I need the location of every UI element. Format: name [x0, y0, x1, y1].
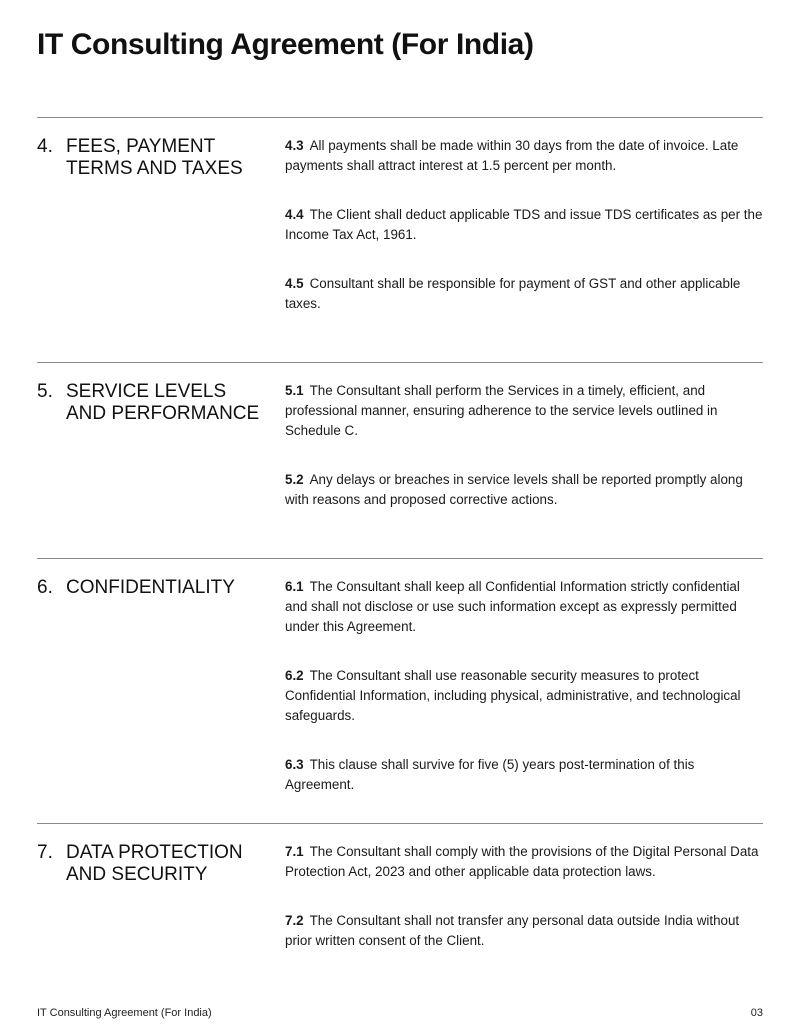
footer-document-name: IT Consulting Agreement (For India)	[37, 1007, 212, 1019]
clause-text: The Client shall deduct applicable TDS and issue TDS certificates as per the Income Tax Act, 1961.	[285, 207, 763, 242]
section-title: FEES, PAYMENT TERMS AND TAXES	[66, 136, 243, 179]
clause-number: 5.1	[285, 383, 304, 398]
section-number: 6.	[37, 577, 53, 598]
clause-list	[285, 577, 765, 824]
clause-text: The Consultant shall use reasonable security measures to protect Confidential Information, including physical, administrative, and technological safeguards.	[285, 668, 741, 723]
clause-text: Any delays or breaches in service levels shall be reported promptly along with reasons and proposed corrective actions.	[285, 472, 743, 507]
section-data-protection	[37, 823, 763, 948]
clause	[285, 842, 765, 882]
section-heading	[37, 577, 267, 599]
section-heading	[37, 136, 267, 180]
clause-text: All payments shall be made within 30 days from the date of invoice. Late payments shall attract interest at 1.5 percent per month.	[285, 138, 739, 173]
section-confidentiality	[37, 558, 763, 792]
clause	[285, 274, 765, 314]
clause	[285, 755, 765, 795]
clause-number: 6.2	[285, 668, 304, 683]
clause	[285, 470, 765, 510]
clause-list	[285, 381, 765, 539]
section-title: CONFIDENTIALITY	[66, 577, 235, 598]
clause	[285, 381, 765, 441]
clause-number: 6.1	[285, 579, 304, 594]
clause	[285, 577, 765, 637]
section-heading	[37, 842, 267, 886]
section-number: 5.	[37, 381, 53, 402]
clause	[285, 911, 765, 951]
clause	[285, 666, 765, 726]
clause-text: This clause shall survive for five (5) years post-termination of this Agreement.	[285, 757, 695, 792]
clause-list	[285, 136, 765, 343]
clause	[285, 205, 765, 245]
section-fees-payment-taxes	[37, 117, 763, 311]
clause-text: The Consultant shall keep all Confidential Information strictly confidential and shall not disclose or use such information except as expressly permitted under this Agreement.	[285, 579, 740, 634]
section-number: 4.	[37, 136, 53, 157]
clause-text: The Consultant shall comply with the provisions of the Digital Personal Data Protection Act, 2023 and other applicable data protection laws.	[285, 844, 759, 879]
clause-number: 7.2	[285, 913, 304, 928]
clause-text: Consultant shall be responsible for payment of GST and other applicable taxes.	[285, 276, 741, 311]
section-number: 7.	[37, 842, 53, 863]
clause	[285, 136, 765, 176]
clause-list	[285, 842, 765, 980]
clause-number: 4.3	[285, 138, 304, 153]
clause-number: 4.5	[285, 276, 304, 291]
clause-number: 5.2	[285, 472, 304, 487]
page-number: 03	[750, 1007, 763, 1019]
document-title: IT Consulting Agreement (For India)	[37, 28, 534, 61]
section-title: SERVICE LEVELS AND PERFORMANCE	[66, 381, 260, 424]
section-service-levels	[37, 362, 763, 507]
section-heading	[37, 381, 267, 425]
clause-text: The Consultant shall perform the Services in a timely, efficient, and professional manner, ensuring adherence to the service levels outlined in Schedule C.	[285, 383, 718, 438]
section-title: DATA PROTECTION AND SECURITY	[66, 842, 243, 885]
clause-number: 6.3	[285, 757, 304, 772]
clause-number: 4.4	[285, 207, 304, 222]
clause-text: The Consultant shall not transfer any personal data outside India without prior written consent of the Client.	[285, 913, 740, 948]
clause-number: 7.1	[285, 844, 304, 859]
page-footer	[37, 1007, 763, 1019]
